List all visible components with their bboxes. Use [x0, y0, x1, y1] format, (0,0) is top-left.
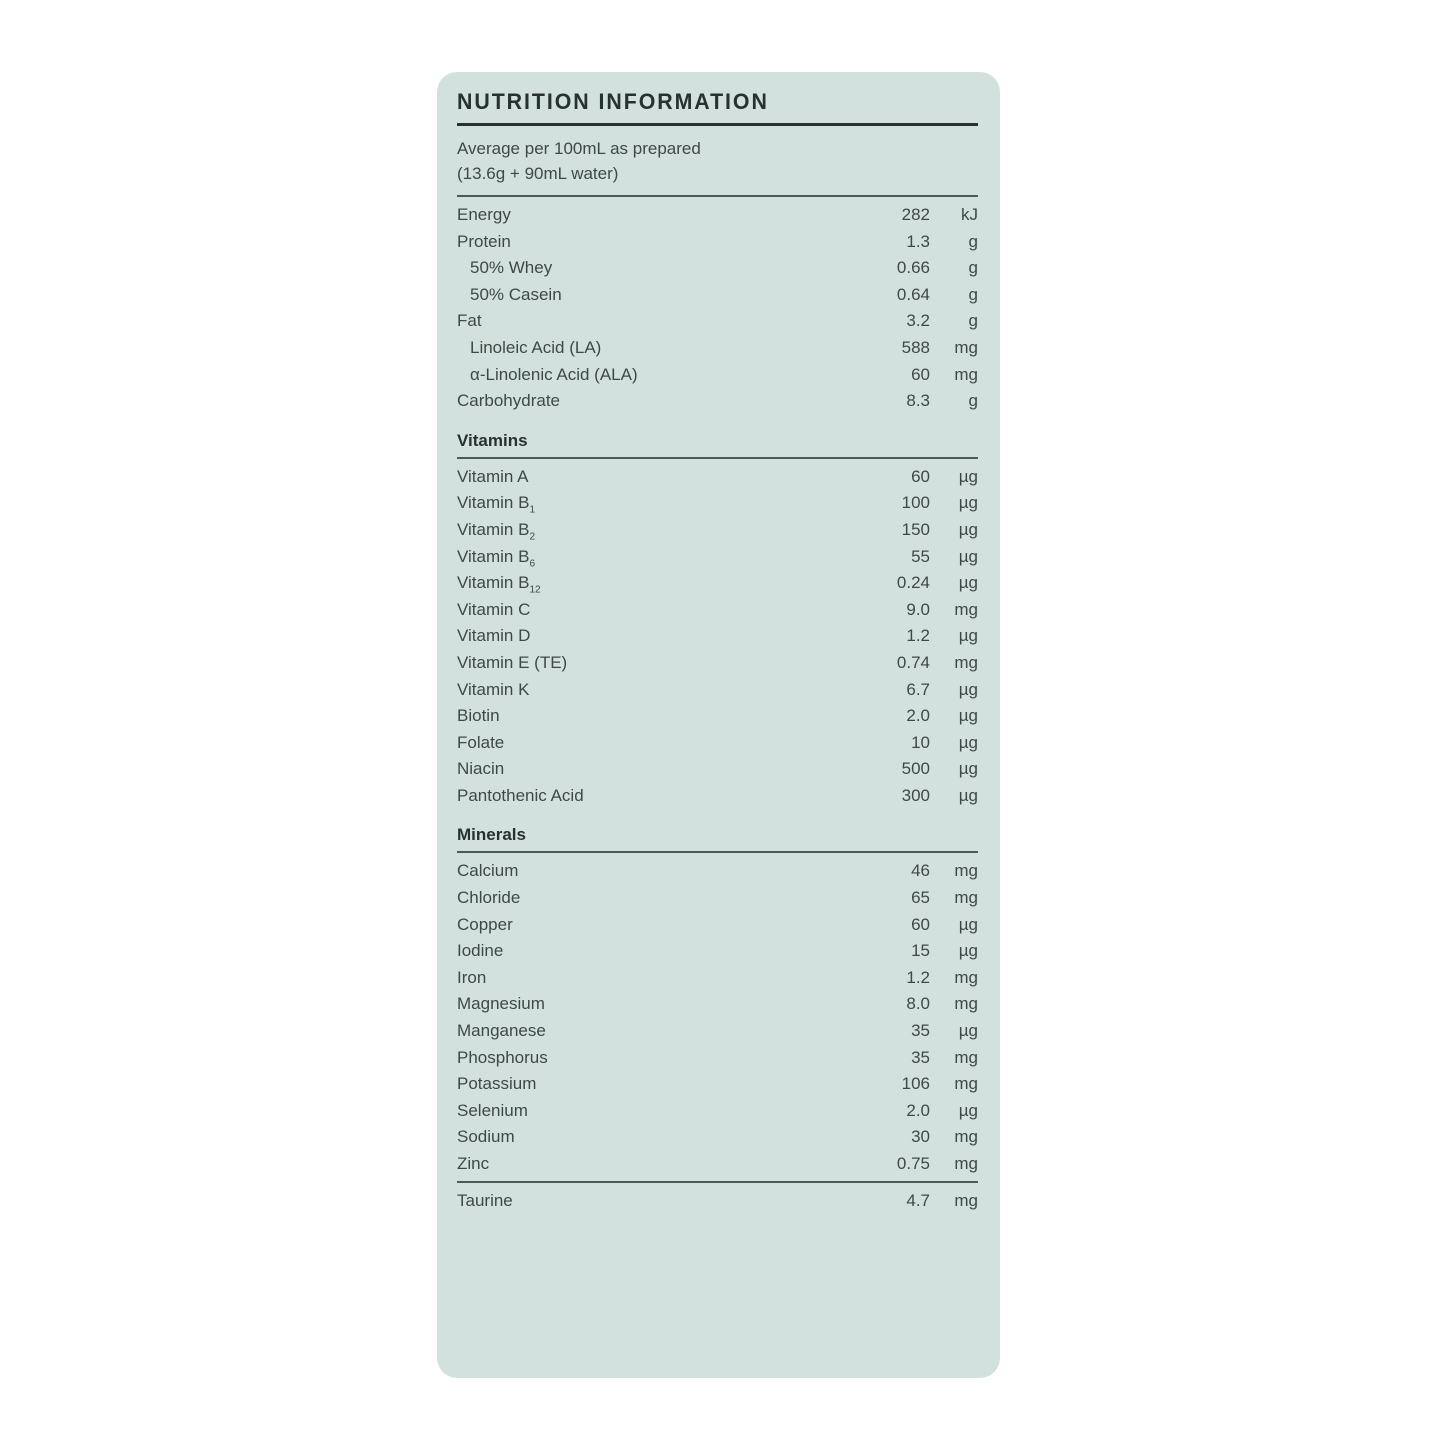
nutrient-section	[457, 822, 978, 1177]
nutrient-value: 588	[901, 337, 930, 357]
nutrient-label: Pantothenic Acid	[457, 785, 584, 805]
nutrient-value: 2.0	[906, 706, 930, 726]
nutrient-unit: µg	[958, 466, 978, 486]
nutrient-row	[457, 282, 978, 309]
nutrient-unit: µg	[958, 732, 978, 752]
nutrient-label: Fat	[457, 311, 482, 331]
nutrient-row	[457, 362, 978, 389]
nutrient-value: 1.2	[906, 626, 930, 646]
nutrient-value: 0.24	[896, 573, 930, 593]
section-header: Vitamins	[457, 430, 528, 450]
nutrient-row	[457, 388, 978, 415]
nutrient-row	[457, 756, 978, 783]
nutrient-row	[457, 677, 978, 704]
nutrient-label: Copper	[457, 914, 513, 934]
nutrient-unit: g	[968, 311, 978, 331]
nutrient-value: 2.0	[906, 1100, 930, 1120]
nutrient-section	[457, 195, 978, 415]
nutrient-value: 6.7	[906, 679, 930, 699]
nutrient-unit: mg	[954, 1190, 978, 1210]
nutrient-unit: µg	[958, 573, 978, 593]
nutrient-row	[457, 544, 978, 571]
nutrient-label: Sodium	[457, 1127, 515, 1147]
nutrient-row	[457, 623, 978, 650]
nutrient-row	[457, 255, 978, 282]
nutrient-label: Energy	[457, 205, 511, 224]
nutrient-value: 30	[911, 1127, 930, 1147]
nutrient-unit: µg	[958, 914, 978, 934]
nutrient-unit: µg	[958, 519, 978, 539]
nutrient-unit: µg	[958, 626, 978, 646]
nutrient-label: Calcium	[457, 861, 519, 881]
nutrient-label: Vitamin $B_1$	[457, 493, 536, 516]
nutrient-unit: mg	[954, 1047, 978, 1067]
section-rows	[457, 1188, 978, 1215]
nutrient-value: 0.75	[896, 1154, 930, 1173]
nutrient-value: 1.3	[906, 231, 930, 251]
title-divider	[457, 123, 978, 126]
nutrition-panel	[437, 72, 1000, 1378]
panel-title: NUTRITION INFORMATION	[457, 89, 769, 114]
nutrient-value: 55	[911, 546, 930, 566]
nutrient-label: Vitamin A	[457, 466, 529, 486]
nutrient-unit: mg	[954, 994, 978, 1014]
nutrient-label: Vitamin K	[457, 679, 530, 699]
nutrient-label: Carbohydrate	[457, 391, 561, 411]
nutrient-unit: g	[968, 391, 978, 411]
nutrient-unit: mg	[954, 888, 978, 908]
nutrient-row	[457, 517, 978, 544]
nutrient-value: 0.66	[896, 258, 930, 278]
nutrient-unit: mg	[954, 652, 978, 672]
nutrient-value: 60	[911, 466, 930, 486]
serving-info-line1: Average per 100mL as prepared	[457, 139, 701, 158]
nutrient-label: Magnesium	[457, 994, 545, 1014]
nutrient-unit: mg	[954, 967, 978, 987]
nutrient-label: Selenium	[457, 1100, 528, 1120]
nutrient-label: Vitamin D	[457, 626, 531, 646]
nutrient-row	[457, 1071, 978, 1098]
nutrient-label: Potassium	[457, 1074, 537, 1094]
serving-info-line2: (13.6g + 90mL water)	[457, 164, 619, 183]
nutrient-label: Vitamin $B_6$	[457, 546, 536, 569]
nutrient-label: Linoleic Acid (LA)	[470, 337, 602, 357]
nutrient-value: 0.64	[896, 284, 930, 304]
nutrient-unit: g	[968, 231, 978, 251]
nutrient-value: 106	[901, 1074, 930, 1094]
nutrient-value: 8.3	[906, 391, 930, 411]
nutrient-row	[457, 1018, 978, 1045]
nutrient-row	[457, 202, 978, 229]
nutrient-row	[457, 703, 978, 730]
nutrient-value: 15	[911, 941, 930, 961]
nutrient-value: 46	[911, 861, 930, 881]
nutrient-value: 10	[911, 732, 930, 752]
nutrient-unit: g	[968, 258, 978, 278]
nutrient-value: 35	[911, 1021, 930, 1041]
nutrient-section	[457, 1181, 978, 1215]
nutrient-unit: mg	[954, 599, 978, 619]
section-rows	[457, 202, 978, 415]
nutrient-label: Taurine	[457, 1190, 513, 1210]
nutrient-unit: µg	[958, 706, 978, 726]
nutrient-label: Biotin	[457, 706, 500, 726]
nutrient-unit: µg	[958, 493, 978, 513]
section-header: Minerals	[457, 825, 526, 845]
nutrient-unit: µg	[958, 785, 978, 805]
section-divider	[457, 851, 978, 853]
nutrient-row	[457, 1124, 978, 1151]
nutrient-label: Zinc	[457, 1154, 490, 1173]
nutrient-unit: µg	[958, 759, 978, 779]
nutrient-value: 60	[911, 364, 930, 384]
nutrient-unit: µg	[958, 1100, 978, 1120]
nutrient-label: Iron	[457, 967, 487, 987]
nutrient-unit: mg	[954, 364, 978, 384]
nutrient-row	[457, 730, 978, 757]
nutrient-value: 500	[901, 759, 930, 779]
nutrient-value: 9.0	[906, 599, 930, 619]
nutrient-label: Vitamin E (TE)	[457, 652, 568, 672]
nutrient-label: Chloride	[457, 888, 521, 908]
nutrient-row	[457, 858, 978, 885]
nutrient-unit: µg	[958, 679, 978, 699]
nutrient-unit: g	[968, 284, 978, 304]
nutrient-row	[457, 335, 978, 362]
serving-info	[457, 136, 978, 186]
nutrient-label: 50% Casein	[470, 284, 562, 304]
nutrient-row	[457, 650, 978, 677]
nutrient-unit: mg	[954, 1127, 978, 1147]
nutrient-unit: µg	[958, 941, 978, 961]
nutrient-label: Vitamin $B_2$	[457, 519, 536, 543]
nutrient-row	[457, 1188, 978, 1215]
nutrient-row	[457, 991, 978, 1018]
nutrient-label: Vitamin C	[457, 599, 531, 619]
nutrient-row	[457, 1045, 978, 1072]
nutrient-unit: mg	[954, 861, 978, 881]
nutrient-unit: mg	[954, 337, 978, 357]
nutrient-label: Phosphorus	[457, 1047, 548, 1067]
nutrient-row	[457, 965, 978, 992]
section-divider	[457, 1181, 978, 1183]
nutrient-value: 300	[901, 785, 930, 805]
nutrient-value: 282	[901, 205, 930, 224]
nutrient-label: α-Linolenic Acid (ALA)	[470, 364, 638, 384]
nutrient-label: Protein	[457, 231, 511, 251]
nutrient-label: Niacin	[457, 759, 505, 779]
nutrient-row	[457, 308, 978, 335]
nutrient-value: 3.2	[906, 311, 930, 331]
nutrient-row	[457, 885, 978, 912]
nutrient-row	[457, 938, 978, 965]
nutrient-value: 65	[911, 888, 930, 908]
nutrient-value: 8.0	[906, 994, 930, 1014]
nutrient-value: 35	[911, 1047, 930, 1067]
section-divider	[457, 195, 978, 197]
nutrient-section	[457, 428, 978, 810]
sections	[457, 195, 978, 1214]
nutrient-value: 4.7	[906, 1190, 930, 1210]
nutrient-row	[457, 464, 978, 491]
nutrient-label: Folate	[457, 732, 505, 752]
nutrient-label: Iodine	[457, 941, 504, 961]
nutrient-row	[457, 570, 978, 597]
nutrient-value: 0.74	[896, 652, 930, 672]
nutrient-unit: kJ	[961, 205, 978, 224]
section-divider	[457, 457, 978, 459]
nutrient-unit: mg	[954, 1154, 978, 1173]
nutrient-label: Manganese	[457, 1021, 546, 1041]
nutrient-row	[457, 783, 978, 810]
nutrient-value: 1.2	[906, 967, 930, 987]
nutrient-unit: µg	[958, 546, 978, 566]
nutrient-label: Vitamin $B_{12}$	[457, 573, 541, 596]
nutrient-row	[457, 912, 978, 939]
nutrient-value: 60	[911, 914, 930, 934]
nutrient-value: 150	[901, 519, 930, 539]
section-rows	[457, 464, 978, 810]
nutrient-label: 50% Whey	[470, 258, 553, 278]
nutrient-row	[457, 229, 978, 256]
nutrient-unit: mg	[954, 1074, 978, 1094]
nutrient-unit: µg	[958, 1021, 978, 1041]
nutrient-row	[457, 490, 978, 517]
section-rows	[457, 858, 978, 1177]
nutrient-row	[457, 1098, 978, 1125]
nutrient-row	[457, 597, 978, 624]
nutrient-row	[457, 1151, 978, 1178]
nutrient-value: 100	[901, 493, 930, 513]
